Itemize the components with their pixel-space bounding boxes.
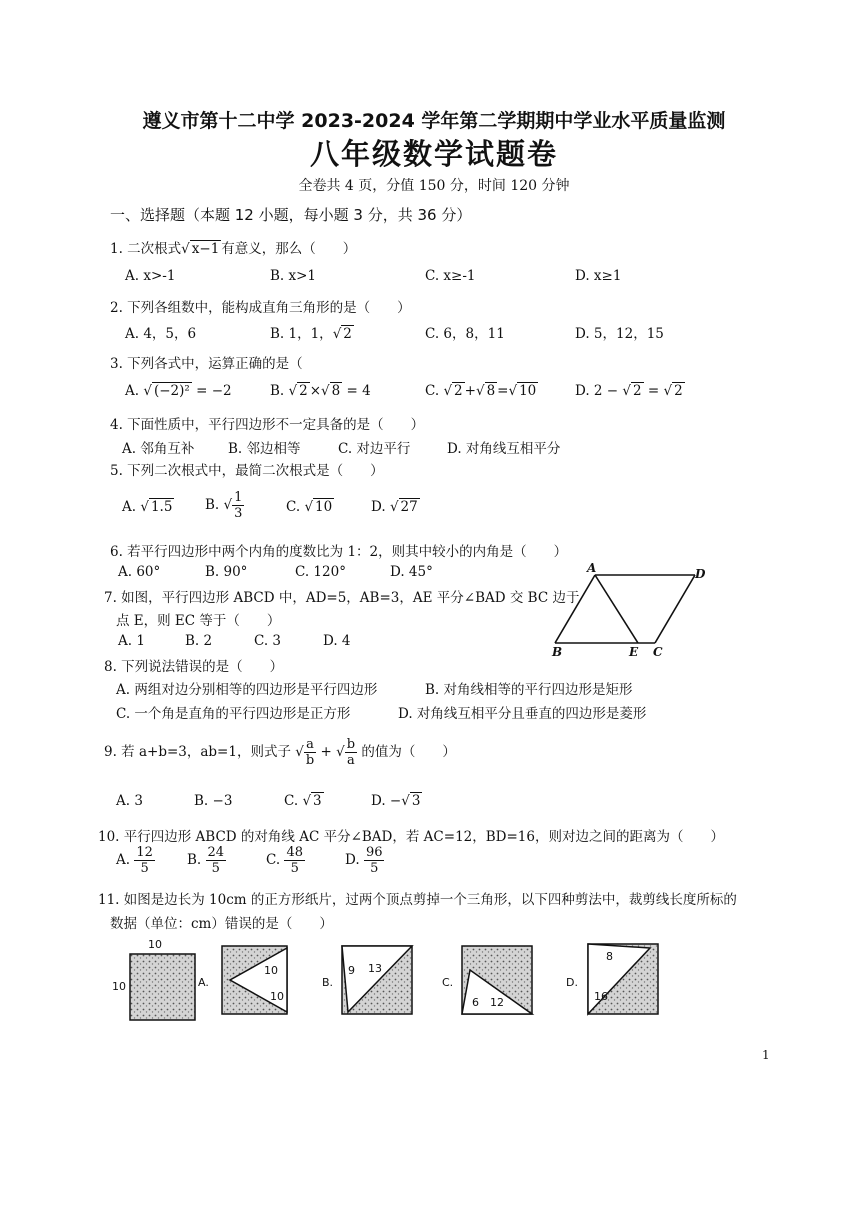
question-9-stem-post: 的值为（ ）: [361, 744, 456, 760]
radicand: 2: [299, 383, 308, 399]
question-6-stem: 6. 若平行四边形中两个内角的度数比为 1：2，则其中较小的内角是（ ）: [110, 544, 568, 560]
question-7-stem-line1: 7. 如图，平行四边形 ABCD 中，AD=5，AB=3，AE 平分∠BAD 交 BC 边于: [104, 590, 580, 606]
radical-sign: √: [181, 241, 190, 257]
option-c-length-2: 12: [490, 996, 504, 1009]
radicand: 10: [315, 499, 333, 515]
question-10-stem: 10. 平行四边形 ABCD 的对角线 AC 平分∠BAD，若 AC=12，BD=16，则对边之间的距离为（ ）: [98, 829, 724, 845]
option-b-length-1: 9: [348, 964, 355, 977]
option-b-radicand: 2: [343, 326, 352, 342]
question-3-option-a: [125, 383, 232, 399]
question-5-option-d: [371, 499, 420, 515]
option-label: A.: [116, 852, 131, 868]
radical-sign: √: [443, 383, 453, 399]
square-top-label: 10: [148, 938, 162, 951]
question-10-option-b: [187, 845, 226, 876]
question-7-stem-line2: 点 E，则 EC 等于（ ）: [116, 613, 281, 629]
option-result: = −2: [196, 383, 232, 399]
question-3-option-b: [270, 383, 371, 399]
fraction: [304, 737, 316, 768]
denominator: 5: [370, 861, 379, 876]
radicand: 2: [633, 383, 642, 399]
section-title: 一、选择题（本题 12 小题，每小题 3 分，共 36 分）: [110, 206, 472, 224]
numerator: 12: [136, 845, 153, 860]
question-7-option-a: A. 1: [118, 633, 145, 649]
question-9-option-d: [371, 793, 422, 809]
option-label: C.: [425, 383, 440, 399]
vertex-b-label: B: [552, 645, 563, 659]
question-9-option-b: B. −3: [194, 793, 233, 809]
option-b-label: B.: [322, 976, 334, 989]
radicand: 10: [519, 383, 537, 399]
operator: +: [464, 383, 476, 399]
radical-sign: √: [302, 793, 312, 809]
question-5-option-a: [122, 499, 174, 515]
operator: =: [497, 383, 509, 399]
radicand: 27: [400, 499, 418, 515]
option-label: C.: [266, 852, 281, 868]
fraction: [206, 845, 227, 876]
question-6-option-a: A. 60°: [118, 564, 161, 580]
radical-sign: √: [295, 744, 304, 760]
question-4-stem: 4. 下面性质中，平行四边形不一定具备的是（ ）: [110, 417, 425, 433]
paper-info: 全卷共 4 页，分值 150 分，时间 120 分钟: [298, 178, 570, 194]
option-a-length-1: 10: [264, 964, 278, 977]
question-3-option-d: [575, 383, 685, 399]
option-a-length-2: 10: [270, 990, 284, 1003]
option-label: D. 2 −: [575, 383, 619, 399]
radicand: (−2)²: [153, 383, 190, 399]
question-1-stem-post: 有意义，那么（ ）: [221, 241, 357, 257]
question-8-stem: 8. 下列说法错误的是（ ）: [104, 659, 284, 675]
question-7-option-d: D. 4: [323, 633, 351, 649]
option-d-label: D.: [566, 976, 578, 989]
vertex-a-label: A: [587, 561, 597, 575]
option-b-pre: B. 1，1，: [270, 326, 333, 342]
radicand: 2: [674, 383, 683, 399]
numerator: 48: [286, 845, 303, 860]
option-label: B.: [205, 497, 220, 513]
question-4-option-d: D. 对角线互相平分: [447, 441, 561, 457]
question-8-option-a: A. 两组对边分别相等的四边形是平行四边形: [116, 682, 378, 698]
option-label: C.: [286, 499, 301, 515]
option-label: D.: [345, 852, 360, 868]
option-label: A.: [122, 499, 137, 515]
option-a-label: A.: [198, 976, 209, 989]
question-11-figures: [100, 936, 680, 1028]
radicand: 3: [313, 793, 322, 809]
radical-sign: √: [332, 326, 342, 342]
vertex-e-label: E: [629, 645, 639, 659]
side-ab: [555, 575, 595, 643]
radical-sign: √: [223, 497, 233, 513]
fraction: [364, 845, 385, 876]
question-1-option-b: B. x>1: [270, 268, 317, 284]
radical-sign: √: [508, 383, 518, 399]
question-4-option-b: B. 邻边相等: [228, 441, 301, 457]
school-title: 遵义市第十二中学 2023-2024 学年第二学期期中学业水平质量监测: [142, 110, 726, 132]
question-9-stem: [104, 737, 456, 768]
question-11-stem-line2: 数据（单位：cm）错误的是（ ）: [110, 916, 333, 932]
fraction: [134, 845, 155, 876]
option-d-length-2: 16: [594, 990, 608, 1003]
question-11-stem-line1: 11. 如图是边长为 10cm 的正方形纸片，过两个顶点剪掉一个三角形，以下四种剪法中，裁剪线长度所标的: [98, 892, 737, 908]
question-6-option-d: D. 45°: [390, 564, 433, 580]
question-10-option-c: [266, 845, 305, 876]
question-6-option-b: B. 90°: [205, 564, 248, 580]
question-9-option-c: [284, 793, 324, 809]
option-c-label: C.: [442, 976, 454, 989]
radicand: 2: [454, 383, 463, 399]
question-3-option-c: [425, 383, 538, 399]
question-4-option-a: A. 邻角互补: [122, 441, 195, 457]
question-5-option-c: [286, 499, 334, 515]
question-8-option-d: D. 对角线互相平分且垂直的四边形是菱形: [398, 706, 647, 722]
radical-sign: √: [336, 744, 345, 760]
question-2-option-a: A. 4，5，6: [125, 326, 197, 342]
denominator: 5: [140, 861, 149, 876]
numerator: b: [346, 737, 356, 752]
option-label: B.: [187, 852, 202, 868]
reference-square: [130, 954, 195, 1020]
radicand: 8: [331, 383, 341, 399]
parallelogram-figure: [545, 560, 720, 660]
question-4-option-c: C. 对边平行: [338, 441, 411, 457]
denominator: a: [347, 753, 355, 768]
paper-title: 八年级数学试题卷: [309, 137, 558, 171]
numerator: 1: [234, 490, 243, 505]
radical-sign: √: [622, 383, 632, 399]
question-5-stem: 5. 下列二次根式中，最简二次根式是（ ）: [110, 463, 384, 479]
operator: =: [647, 383, 660, 399]
question-5-option-b: [205, 490, 244, 521]
option-result: = 4: [346, 383, 371, 399]
radicand: 1.5: [150, 499, 173, 515]
option-label: D.: [371, 499, 386, 515]
radicand: 8: [486, 383, 496, 399]
option-c-length-1: 6: [472, 996, 479, 1009]
option-label: D. −: [371, 793, 402, 809]
fraction: [345, 737, 357, 768]
question-1-option-a: A. x>-1: [125, 268, 176, 284]
question-1-option-c: C. x≥-1: [425, 268, 476, 284]
question-1-radicand: x−1: [191, 241, 220, 257]
question-1-option-d: D. x≥1: [575, 268, 622, 284]
radical-sign: √: [401, 793, 410, 809]
numerator: 96: [365, 845, 383, 860]
question-10-option-a: [116, 845, 155, 876]
question-7-option-c: C. 3: [254, 633, 282, 649]
radical-sign: √: [321, 383, 330, 399]
radical-sign: √: [143, 383, 152, 399]
operator: ×: [309, 383, 322, 399]
operator: +: [320, 744, 332, 760]
fraction: [232, 490, 244, 521]
page-number: 1: [762, 1048, 770, 1062]
question-8-option-b: B. 对角线相等的平行四边形是矩形: [425, 682, 633, 698]
question-2-option-d: D. 5，12，15: [575, 326, 664, 342]
question-1-stem-pre: 1. 二次根式: [110, 241, 182, 257]
question-1-stem: [110, 237, 356, 257]
segment-ae: [595, 575, 638, 643]
question-10-option-d: [345, 845, 384, 876]
option-b-length-2: 13: [368, 962, 382, 975]
question-6-option-c: C. 120°: [295, 564, 346, 580]
radical-sign: √: [663, 383, 673, 399]
numerator: a: [304, 737, 316, 753]
question-3-stem: 3. 下列各式中，运算正确的是（: [110, 356, 303, 372]
denominator: 5: [290, 861, 299, 876]
question-2-option-b: [270, 322, 354, 342]
question-2-option-c: C. 6，8，11: [425, 326, 505, 342]
vertex-d-label: D: [695, 567, 706, 581]
square-left-label: 10: [112, 980, 126, 993]
vertex-c-label: C: [653, 645, 663, 659]
option-d-length-1: 8: [606, 950, 613, 963]
numerator: 24: [207, 845, 225, 860]
denominator: 3: [234, 506, 243, 521]
question-2-stem: 2. 下列各组数中，能构成直角三角形的是（ ）: [110, 300, 411, 316]
radical-sign: √: [389, 499, 399, 515]
radicand: 3: [411, 793, 421, 809]
question-9-stem-pre: 9. 若 a+b=3，ab=1，则式子: [104, 744, 291, 760]
fraction: [284, 845, 305, 876]
denominator: 5: [211, 861, 220, 876]
option-label: A.: [125, 383, 140, 399]
question-8-option-c: C. 一个角是直角的平行四边形是正方形: [116, 706, 351, 722]
question-9-option-a: A. 3: [116, 793, 143, 809]
side-cd: [655, 575, 695, 643]
radical-sign: √: [475, 383, 485, 399]
radical-sign: √: [304, 499, 314, 515]
radical-sign: √: [140, 499, 149, 515]
radical-sign: √: [288, 383, 298, 399]
denominator: b: [305, 753, 315, 768]
option-label: B.: [270, 383, 285, 399]
option-label: C.: [284, 793, 299, 809]
question-7-option-b: B. 2: [185, 633, 213, 649]
